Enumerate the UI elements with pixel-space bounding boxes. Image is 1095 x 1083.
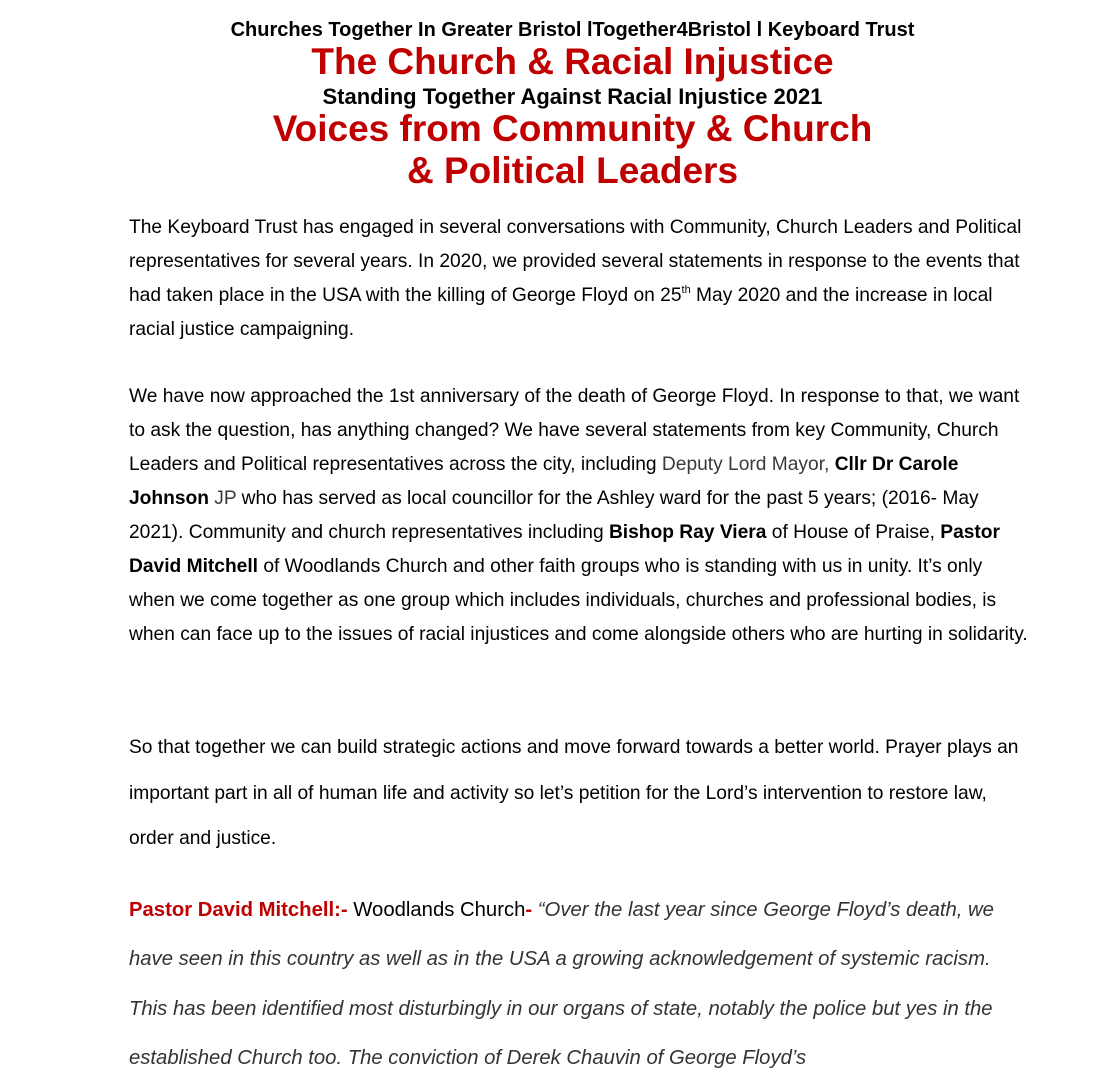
pastor-name: Pastor David Mitchell <box>129 522 1000 577</box>
bishop-name: Bishop Ray Viera <box>608 522 767 543</box>
anniversary-text-a: We have now approached the 1st anniversary of the death of George Floyd. In response to that, we want to ask the question, has anything changed? We have several statements from key Community, Church Leaders and Political representatives across the city, including <box>129 386 1020 475</box>
anniversary-text-d: of Woodlands Church and other faith groups who is standing with us in unity. It’s only when we come together as one group which includes individuals, churches and professional bodies, is when can face up to the issues of racial injustices and come alongside others who are hurting in solidarity. <box>129 556 1028 645</box>
statement-paragraph <box>129 886 1029 1083</box>
prayer-paragraph: So that together we can build strategic actions and move forward towards a better world. Prayer plays an important part in all of human life and activity so let’s petition for the Lord’s intervention to restore law, order and justice. <box>129 737 1019 849</box>
document-title: The Church & Racial Injustice <box>311 41 834 82</box>
anniversary-paragraph <box>129 380 1029 652</box>
voices-heading-line1: Voices from Community & Church <box>272 108 873 149</box>
voices-heading <box>0 108 1095 192</box>
statement-church: Woodlands Church <box>347 899 526 921</box>
deputy-lord-mayor: Deputy Lord Mayor, <box>661 454 835 475</box>
statement-quote: “Over the last year since George Floyd’s death, we have seen in this country as well as in the USA a growing acknowledgement of systemic racism. This has been identified most disturbingly in our organs of state, notably the police but yes in the established Church too. The conviction of Derek Chauvin of George Floyd’s <box>129 899 994 1069</box>
intro-paragraph <box>129 211 1029 347</box>
jp-suffix: JP <box>208 488 237 509</box>
intro-superscript: th <box>681 284 691 296</box>
intro-text-b: May 2020 and the increase in local racial justice campaigning. <box>129 285 993 340</box>
statement-speaker: Pastor David Mitchell:- <box>129 899 348 921</box>
anniversary-text-b: who has served as local councillor for the Ashley ward for the past 5 years; (2016- May 2021). Community and church representatives including <box>129 488 979 543</box>
statement-dash: - <box>525 899 533 921</box>
voices-heading-line2: & Political Leaders <box>406 150 739 191</box>
intro-text-a: The Keyboard Trust has engaged in several conversations with Community, Church Leaders and Political representatives for several years. In 2020, we provided several statements in response to the events that had taken place in the USA with the killing of George Floyd on 25 <box>129 217 1022 306</box>
document-subtitle: Standing Together Against Racial Injustice 2021 <box>322 84 823 109</box>
organisations-line: Churches Together In Greater Bristol lTogether4Bristol l Keyboard Trust <box>230 19 915 41</box>
anniversary-text-c: of House of Praise, <box>766 522 941 543</box>
cllr-name: Cllr Dr Carole Johnson <box>129 454 959 509</box>
